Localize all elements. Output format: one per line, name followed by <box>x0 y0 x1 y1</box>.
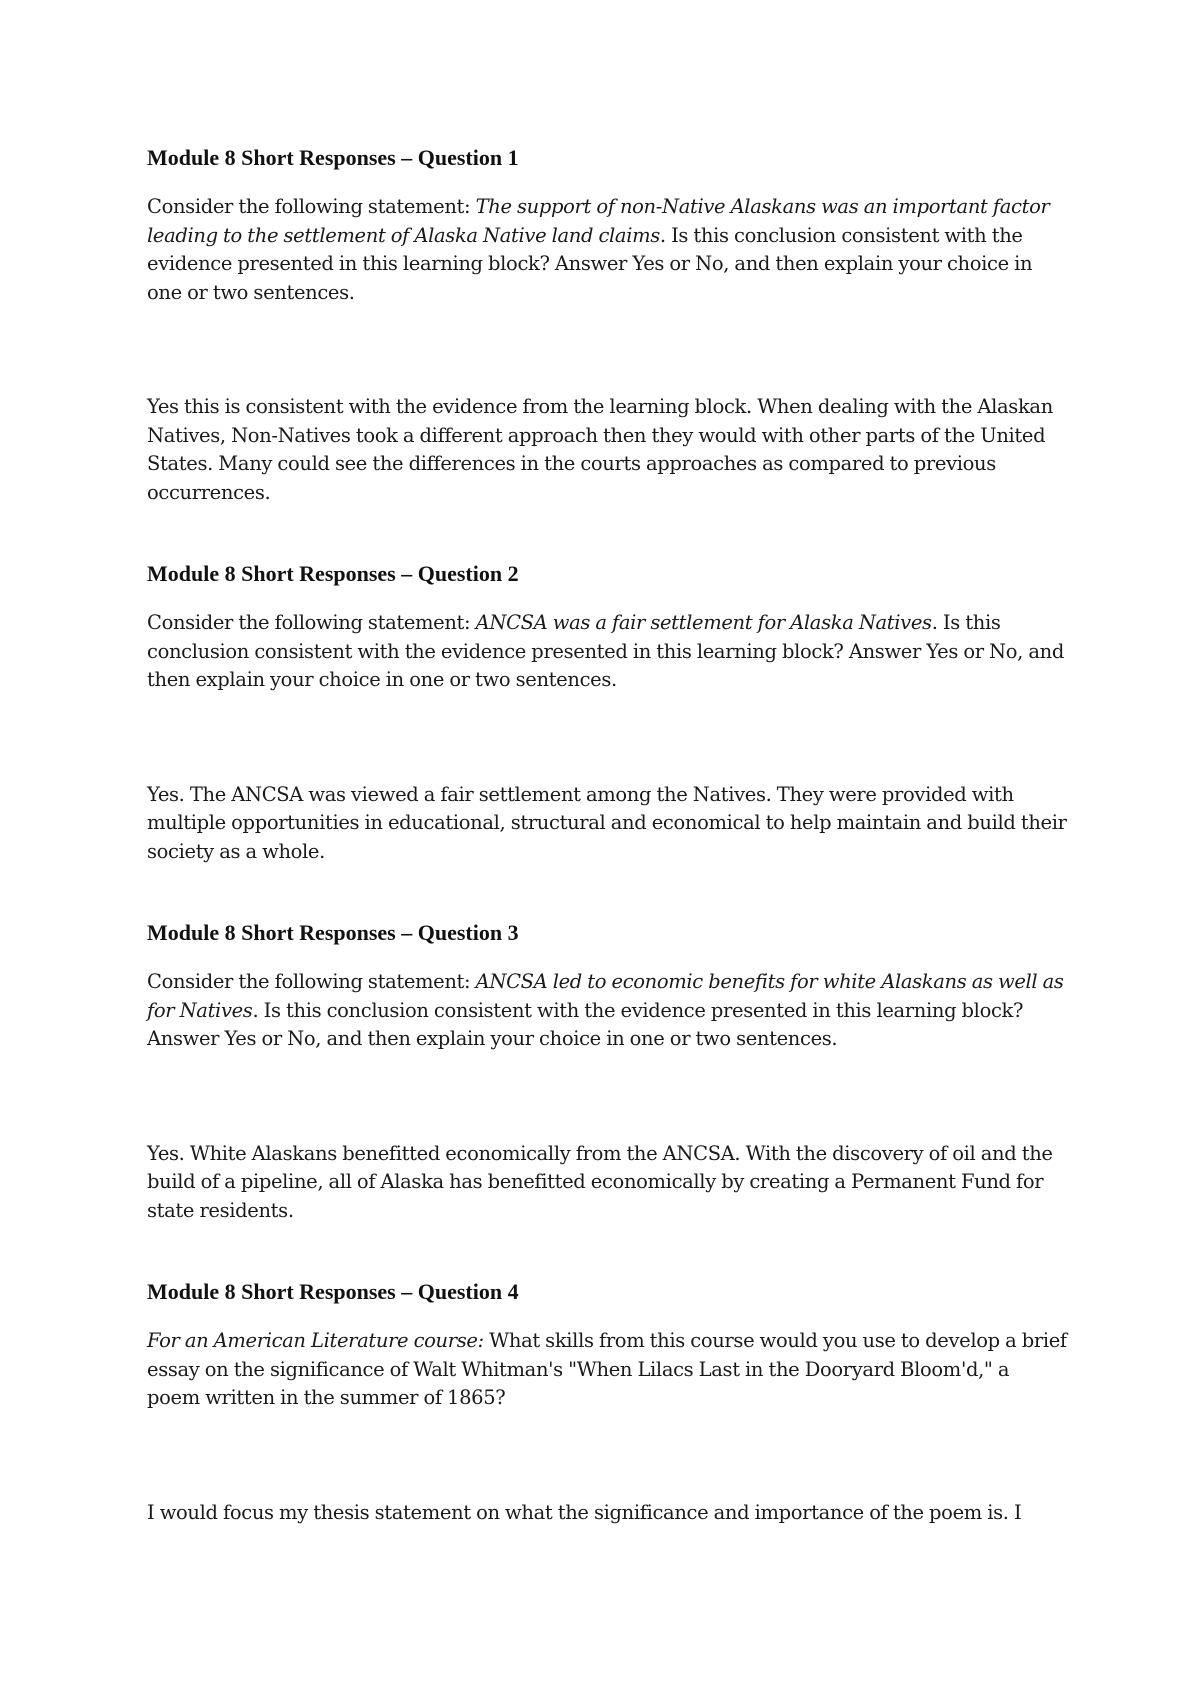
prompt-statement: For an American Literature course: <box>147 1329 484 1352</box>
prompt-statement: ANCSA was a fair settlement for Alaska Natives <box>475 611 932 634</box>
question-answer: Yes. White Alaskans benefitted economically from the ANCSA. With the discovery of oil and the build of a pipeline, all of Alaska has benefitted economically by creating a Permanent Fund for state residents. <box>147 1141 1053 1222</box>
question-heading: Module 8 Short Responses – Question 2 <box>147 561 519 586</box>
prompt-lead: Consider the following statement: <box>147 611 476 634</box>
prompt-lead: Consider the following statement: <box>147 970 476 993</box>
question-1 <box>147 143 1067 507</box>
question-heading: Module 8 Short Responses – Question 3 <box>147 920 519 945</box>
prompt-statement: The support of non-Native Alaskans was an important factor leading to the settlement of Alaska Native land claims <box>147 195 1050 247</box>
question-4 <box>147 1277 1067 1527</box>
prompt-statement: ANCSA led to economic benefits for white Alaskans as well as for Natives <box>147 970 1064 1022</box>
prompt-tail: . Is this conclusion consistent with the evidence presented in this learning block? Answer Yes or No, and then explain your choice in one or two sentences. <box>147 998 1024 1050</box>
question-heading: Module 8 Short Responses – Question 4 <box>147 1279 519 1304</box>
question-answer: I would focus my thesis statement on what the significance and importance of the poem is. I <box>147 1500 1022 1524</box>
question-prompt <box>147 1327 1067 1413</box>
question-2 <box>147 559 1067 866</box>
prompt-tail: . Is this conclusion consistent with the evidence presented in this learning block? Answer Yes or No, and then explain your choice in one or two sentences. <box>147 611 1064 691</box>
prompt-lead: Consider the following statement: <box>147 195 476 218</box>
question-answer: Yes. The ANCSA was viewed a fair settlement among the Natives. They were provided with multiple opportunities in educational, structural and economical to help maintain and build their society as a whole. <box>147 782 1067 863</box>
question-prompt <box>147 193 1067 307</box>
question-heading: Module 8 Short Responses – Question 1 <box>147 145 519 170</box>
question-3 <box>147 918 1067 1225</box>
prompt-tail: What skills from this course would you use to develop a brief essay on the significance of Walt Whitman's "When Lilacs Last in the Dooryard Bloom'd," a poem written in the summer of 1865? <box>147 1329 1067 1409</box>
document-body <box>147 143 1067 1527</box>
question-answer: Yes this is consistent with the evidence from the learning block. When dealing with the Alaskan Natives, Non-Natives took a different approach then they would with other parts of the United States. Many could see the differences in the courts approaches as compared to previous occurrences. <box>147 395 1053 504</box>
prompt-tail: . Is this conclusion consistent with the evidence presented in this learning block? Answer Yes or No, and then explain your choice in one or two sentences. <box>147 223 1033 304</box>
question-prompt <box>147 968 1067 1054</box>
question-prompt <box>147 609 1067 695</box>
